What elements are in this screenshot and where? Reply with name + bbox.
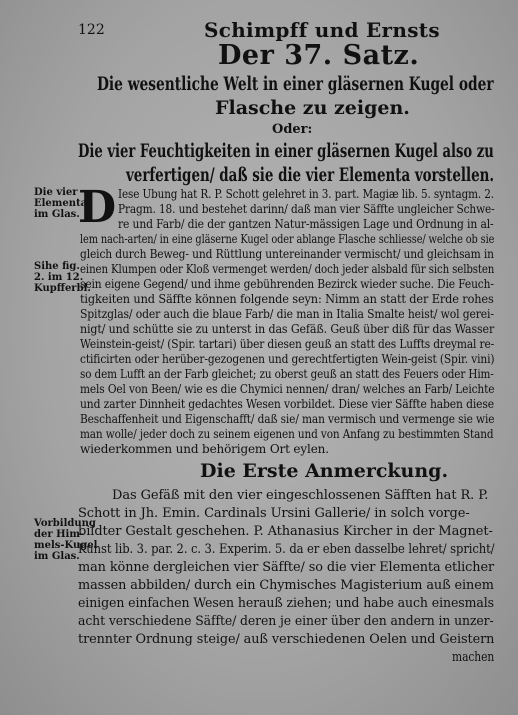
text-line: Spitzglas/ oder auch die blaue Farb/ die man in Italia Smalte heist/ wol gerei- <box>80 307 494 321</box>
text-line: so dem Lufft an der Farb gleichet; zu oberst geuß an statt des Feuers oder Him- <box>80 367 494 381</box>
text-line: ctificirten oder herüber-gezogenen und gerechtfertigten Wein-geist (Spir. vini) <box>80 352 495 366</box>
text-line: Beschaffenheit und Eigenschafft/ daß sie/ man vermisch und vermenge sie wie <box>80 412 495 426</box>
text-line: Das Gefäß mit den vier eingeschlossenen Säfften hat R. P. <box>112 488 489 503</box>
text-line: lem nach-arten/ in eine gläserne Kugel oder ablange Flasche schliesse/ welche ob sie <box>80 232 495 246</box>
margin-note-line: im Glas. <box>34 551 80 562</box>
subheading: Die Erste Anmerckung. <box>200 460 449 482</box>
margin-note-line: Kupfferbl. <box>34 283 91 294</box>
text-line: Iese Ubung hat R. P. Schott gelehret in 3. part. Magiæ lib. 5. syntagm. 2. <box>118 187 494 201</box>
text-line: tigkeiten und Säffte können folgende seyn: Nimm an statt der Erde rohes <box>80 292 494 306</box>
title-line-1: Die wesentliche Welt in einer gläsernen Kugel oder <box>97 73 494 95</box>
text-line: acht verschiedene Säffte/ deren je einer über den andern in unzer- <box>78 614 494 629</box>
text-line: Kunst lib. 3. par. 2. c. 3. Experim. 5. da er eben dasselbe lehret/ spricht/ <box>78 542 495 557</box>
margin-note-line: Elementa <box>34 198 88 209</box>
text-line: wiederkommen und behörigem Ort eylen. <box>80 442 329 456</box>
text-line: bildter Gestalt geschehen. P. Athanasius Kircher in der Magnet- <box>78 524 493 539</box>
margin-note-line: Vorbildung <box>34 518 96 529</box>
text-line: massen abbilden/ durch ein Chymisches Magisterium auß einem <box>78 578 494 593</box>
text-line: gleich durch Beweg- und Rüttlung untereinander vermischt/ und gleichsam in <box>80 247 494 261</box>
text-line: man könne dergleichen vier Säffte/ so die vier Elementa etlicher <box>78 560 495 575</box>
text-line: man wolle/ jeder doch zu seinem eigenen und von Anfang zu bestimmten Stand <box>80 427 494 441</box>
title-oder: Oder: <box>272 122 313 137</box>
text-line: re und Farb/ die der gantzen Natur-mässigen Lage und Ordnung in al- <box>118 217 494 231</box>
margin-note-line: im Glas. <box>34 209 80 220</box>
text-line: Schott in Jh. Emin. Cardinals Ursini Gallerie/ in solch vorge- <box>78 506 470 521</box>
text-line: nigt/ und schütte sie zu unterst in das Gefäß. Geuß über diß für das Wasser <box>80 322 495 336</box>
text-line: Weinstein-geist/ (Spir. tartari) über diesen geuß an statt des Luffts dreymal re- <box>80 337 495 351</box>
text-line: trennter Ordnung steige/ auß verschiedenen Oelen und Geistern <box>78 632 495 647</box>
text-line: sein eigene Gegend/ und ihme gebührenden Bezirck wieder suche. Die Feuch- <box>80 277 494 291</box>
text-line: Pragm. 18. und bestehet darinn/ daß man vier Säffte ungleicher Schwe- <box>118 202 495 216</box>
section-title: Der 37. Satz. <box>218 40 420 71</box>
title-line-4: verfertigen/ daß sie die vier Elementa vorstellen. <box>126 164 495 186</box>
margin-note-line: Sihe fig. <box>34 261 80 272</box>
title-line-3: Die vier Feuchtigkeiten in einer gläsernen Kugel also zu <box>78 140 494 162</box>
margin-note-line: Die vier <box>34 187 78 198</box>
margin-note-line: 2. im 12. <box>34 272 84 283</box>
margin-note-line: mels-Kugel <box>34 540 98 551</box>
running-head: Schimpff und Ernsts <box>204 18 440 42</box>
title-line-2: Flasche zu zeigen. <box>215 97 410 119</box>
page-number: 122 <box>78 22 105 38</box>
text-line: einigen einfachen Wesen herauß ziehen; und habe auch einesmals <box>78 596 494 611</box>
text-line: mels Oel von Been/ wie es die Chymici nennen/ dran/ welches an Farb/ Leichte <box>80 382 495 396</box>
margin-note-line: der Him- <box>34 529 85 540</box>
text-line: und zarter Dinnheit gedachtes Wesen vorbildet. Diese vier Säffte haben diese <box>80 397 494 411</box>
text-line: einen Klumpen oder Kloß vermenget werden/ doch jeder alsbald für sich selbsten <box>80 262 495 276</box>
text-line: machen <box>452 650 495 665</box>
drop-cap: D <box>78 182 117 233</box>
